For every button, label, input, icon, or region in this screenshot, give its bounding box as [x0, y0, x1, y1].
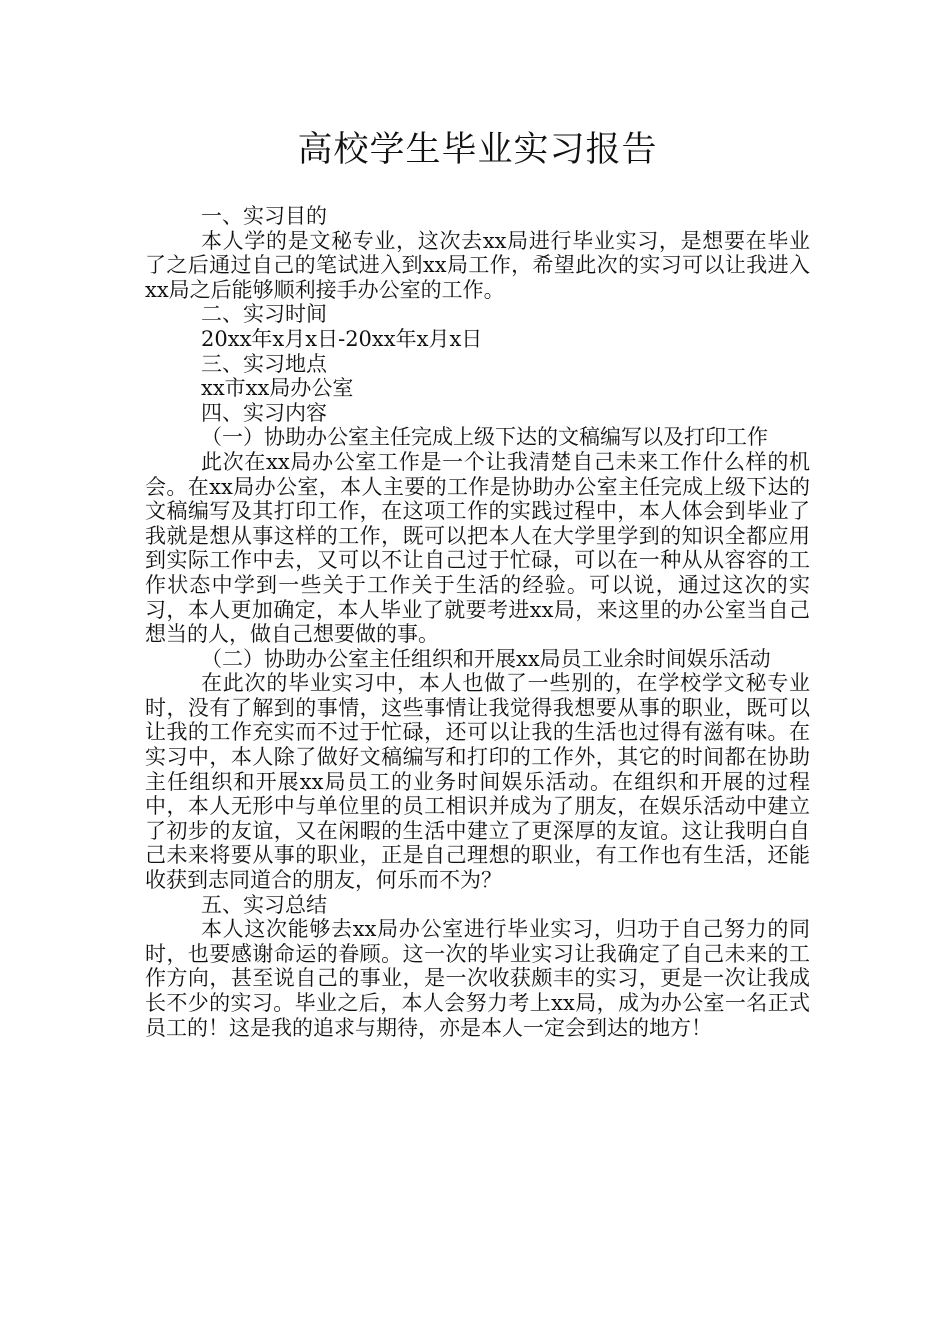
- document-body: [145, 204, 810, 1040]
- paragraph-purpose: 本人学的是文秘专业，这次去xx局进行毕业实习，是想要在毕业了之后通过自己的笔试进入到xx局工作，希望此次的实习可以让我进入xx局之后能够顺利接手办公室的工作。: [145, 228, 810, 302]
- section-heading-time: 二、实习时间: [201, 302, 327, 327]
- section-heading-summary: 五、实习总结: [201, 892, 327, 917]
- section-heading-purpose: 一、实习目的: [201, 204, 327, 228]
- document-title: 高校学生毕业实习报告: [297, 130, 658, 170]
- paragraph-content-1: 此次在xx局办公室工作是一个让我清楚自己未来工作什么样的机会。在xx局办公室，本人主要的工作是协助办公室主任完成上级下达的文稿编写及其打印工作，在这项工作的实践过程中，本人体会到毕业了我就是想从事这样的工作，既可以把本人在大学里学到的知识全都应用到实际工作中去，又可以不让自己过于忙碌，可以在一种从从容容的工作状态中学到一些关于工作关于生活的经验。可以说，通过这次的实习，本人更加确定，本人毕业了就要考进xx局，来这里的办公室当自己想当的人，做自己想要做的事。: [145, 449, 810, 647]
- paragraph-content-2: 在此次的毕业实习中，本人也做了一些别的，在学校学文秘专业时，没有了解到的事情，这些事情让我觉得我想要从事的职业，既可以让我的工作充实而不过于忙碌，还可以让我的生活也过得有滋有味。在实习中，本人除了做好文稿编写和打印的工作外，其它的时间都在协助主任组织和开展xx局员工的业务时间娱乐活动。在组织和开展的过程中，本人无形中与单位里的员工相识并成为了朋友，在娱乐活动中建立了初步的友谊，又在闲暇的生活中建立了更深厚的友谊。这让我明白自己未来将要从事的职业，正是自己理想的职业，有工作也有生活，还能收获到志同道合的朋友，何乐而不为？: [145, 671, 810, 893]
- section-heading-location: 三、实习地点: [201, 351, 327, 376]
- subsection-heading-2: （二）协助办公室主任组织和开展xx局员工业余时间娱乐活动: [201, 646, 771, 671]
- document-page: [145, 126, 810, 1040]
- paragraph-location: xx市xx局办公室: [201, 376, 354, 401]
- subsection-heading-1: （一）协助办公室主任完成上级下达的文稿编写以及打印工作: [201, 425, 768, 450]
- paragraph-time: 20xx年x月x日-20xx年x月x日: [201, 326, 483, 351]
- section-heading-content: 四、实习内容: [201, 400, 327, 425]
- paragraph-summary: 本人这次能够去xx局办公室进行毕业实习，归功于自己努力的同时，也要感谢命运的眷顾。这一次的毕业实习让我确定了自己未来的工作方向，甚至说自己的事业，是一次收获颇丰的实习，更是一次让我成长不少的实习。毕业之后，本人会努力考上xx局，成为办公室一名正式员工的！这是我的追求与期待，亦是本人一定会到达的地方！: [145, 917, 810, 1040]
